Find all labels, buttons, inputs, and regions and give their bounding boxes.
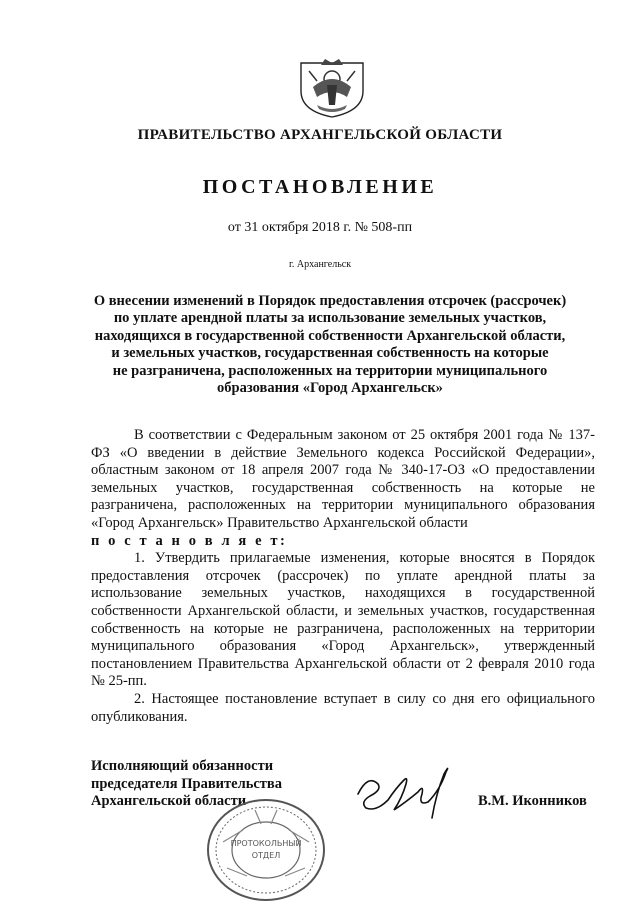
heading-line: находящихся в государственной собственности Архангельской области,: [94, 327, 566, 344]
heading-line: и земельных участков, государственная собственность на которые: [111, 345, 549, 362]
svg-text:ОТДЕЛ: ОТДЕЛ: [251, 851, 281, 860]
signatory-line: Исполняющий обязанности: [91, 758, 274, 774]
document-city: г. Архангельск: [288, 259, 352, 270]
signatory-name: В.М. Иконников: [478, 793, 587, 809]
coat-of-arms-emblem: [297, 57, 367, 119]
item-1-paragraph: 1. Утвердить прилагаемые изменения, которые вносятся в Порядок предоставления отсрочек (рассрочек) по уплате арендной платы за использование земельных участков, находящихся в государственной собственности Архангельской области, и земельных участков, государственная собственность на которые не разграничена, расположенных на территории муниципального образования «Город Архангельск», утвержденный постановлением Правительства Архангельской области от 2 февраля 2010 года № 25-пп.: [91, 550, 595, 690]
decree-word: п о с т а н о в л я е т:: [91, 532, 288, 549]
preamble-paragraph: В соответствии с Федеральным законом от 25 октября 2001 года № 137-ФЗ «О введении в действие Земельного кодекса Российской Федерации», областным законом от 18 апреля 2007 года № 340-17-ОЗ «О предоставлении земельных участков, государственная собственность на которые не разграничена, расположенных на территории муниципального образования «Город Архангельск» Правительство Архангельской области: [91, 427, 595, 531]
government-header: ПРАВИТЕЛЬСТВО АРХАНГЕЛЬСКОЙ ОБЛАСТИ: [137, 127, 503, 143]
item-2-paragraph: 2. Настоящее постановление вступает в силу со дня его официального опубликования.: [91, 690, 595, 725]
handwritten-signature: [348, 760, 464, 820]
heading-line: по уплате арендной платы за использование земельных участков,: [113, 310, 547, 327]
document-body: [91, 427, 595, 726]
official-stamp: [203, 790, 329, 902]
signatory-line: Архангельской области: [91, 793, 247, 810]
heading-line: не разграничена, расположенных на территории муниципального: [112, 362, 548, 379]
heading-line: образования «Город Архангельск»: [217, 380, 443, 397]
document-heading: [80, 293, 580, 397]
heading-line: О внесении изменений в Порядок предоставления отсрочек (рассрочек): [93, 293, 567, 309]
document-title: ПОСТАНОВЛЕНИЕ: [202, 176, 438, 198]
svg-text:ПРОТОКОЛЬНЫЙ: ПРОТОКОЛЬНЫЙ: [230, 839, 302, 848]
signatory-line: председателя Правительства: [91, 775, 283, 792]
decree-paragraph: [91, 533, 595, 551]
document-date-number: от 31 октября 2018 г. № 508-пп: [227, 220, 413, 235]
